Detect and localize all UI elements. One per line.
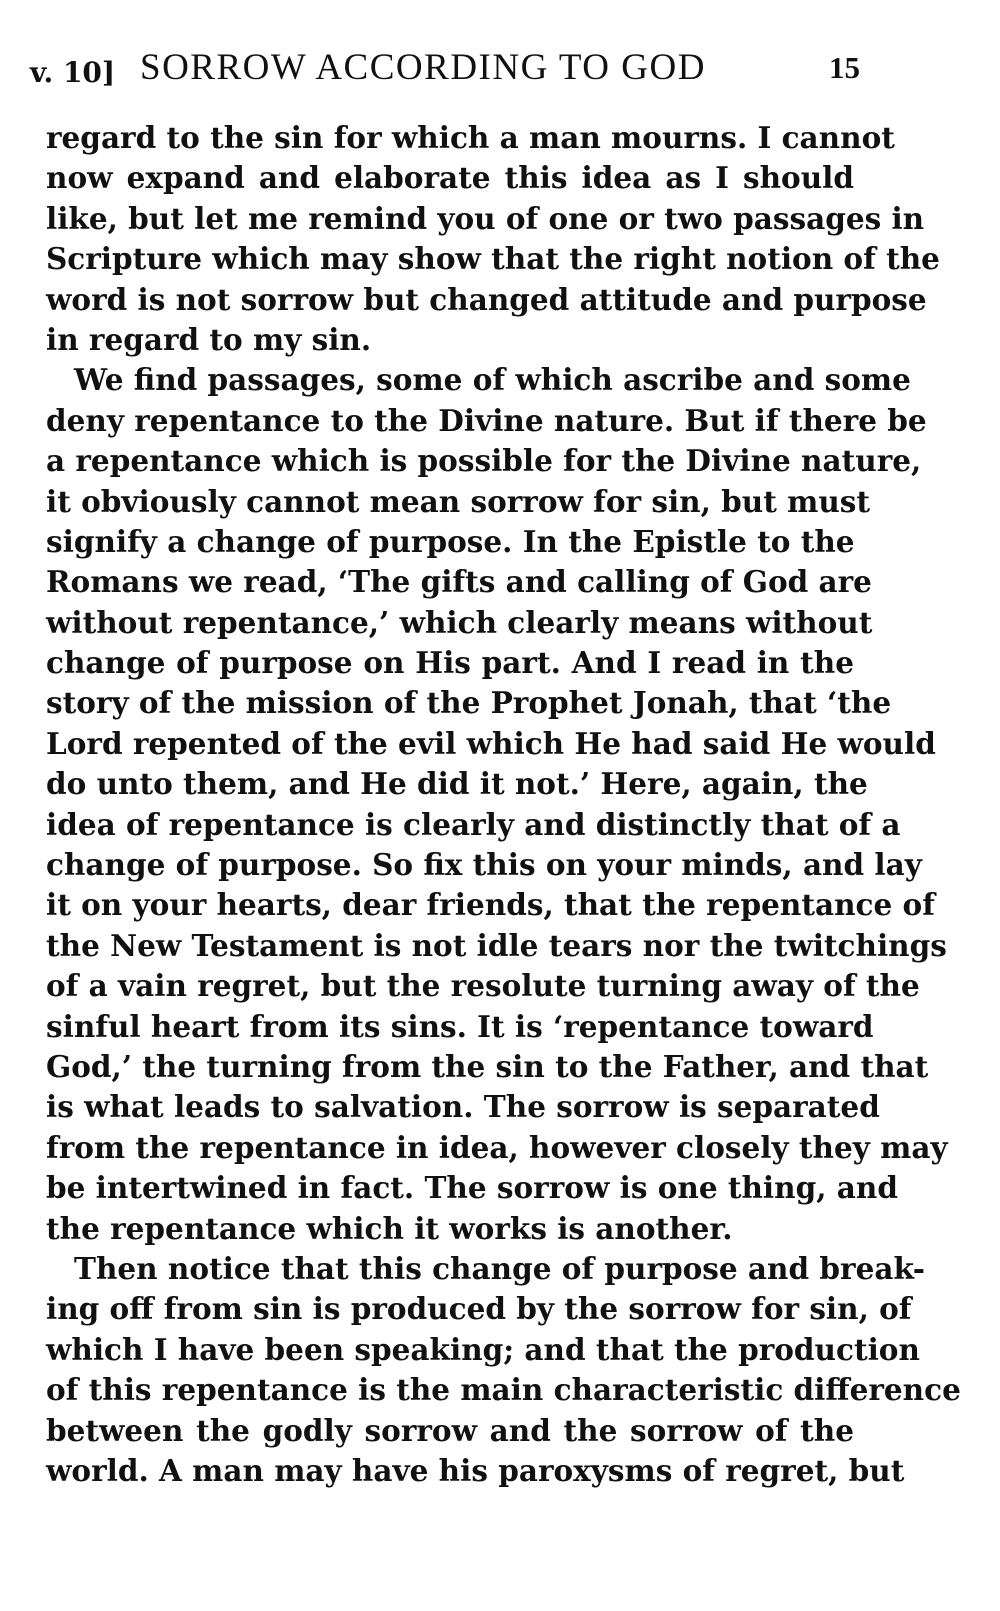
text-line: do unto them, and He did it not.’ Here, again, the xyxy=(46,766,868,802)
text-line: of this repentance is the main characteristic difference xyxy=(46,1372,961,1408)
text-line: the repentance which it works is another. xyxy=(46,1210,733,1246)
text-line: change of purpose on His part. And I read in the xyxy=(46,645,854,681)
text-line: it on your hearts, dear friends, that the repentance of xyxy=(46,887,935,923)
text-line: word is not sorrow but changed attitude and purpose xyxy=(46,281,927,317)
page-number: 15 xyxy=(829,50,860,85)
text-line: sinful heart from its sins. It is ‘repentance toward xyxy=(46,1008,874,1044)
text-line: in regard to my sin. xyxy=(46,321,372,357)
text-line: Scripture which may show that the right notion of the xyxy=(46,241,940,277)
text-line: be intertwined in fact. The sorrow is one thing, and xyxy=(46,1170,898,1206)
text-line: We find passages, some of which ascribe and some xyxy=(74,362,911,398)
text-line: world. A man may have his paroxysms of regret, but xyxy=(46,1452,905,1488)
text-line: from the repentance in idea, however closely they may xyxy=(46,1129,948,1165)
text-line: now expand and elaborate this idea as I should xyxy=(46,160,854,196)
text-line: God,’ the turning from the sin to the Father, and that xyxy=(46,1048,929,1084)
text-line: ing off from sin is produced by the sorrow for sin, of xyxy=(46,1291,912,1327)
text-line: which I have been speaking; and that the production xyxy=(46,1331,920,1367)
text-line: a repentance which is possible for the Divine nature, xyxy=(46,443,922,479)
text-line: it obviously cannot mean sorrow for sin, but must xyxy=(46,483,871,519)
body-text xyxy=(46,118,961,1491)
text-line: change of purpose. So fix this on your minds, and lay xyxy=(46,847,922,883)
chapter-title: SORROW ACCORDING TO GOD xyxy=(140,47,706,88)
text-line: of a vain regret, but the resolute turning away of the xyxy=(46,968,920,1004)
text-line: without repentance,’ which clearly means without xyxy=(46,604,873,640)
running-header xyxy=(30,46,860,94)
text-line: Lord repented of the evil which He had said He would xyxy=(46,725,936,761)
text-line: the New Testament is not idle tears nor the twitchings xyxy=(46,927,947,963)
text-line: Romans we read, ‘The gifts and calling of God are xyxy=(46,564,872,600)
text-line: idea of repentance is clearly and distinctly that of a xyxy=(46,806,901,842)
text-line: Then notice that this change of purpose and break- xyxy=(74,1250,925,1286)
text-line: signify a change of purpose. In the Epistle to the xyxy=(46,523,855,559)
text-line: regard to the sin for which a man mourns. I cannot xyxy=(46,120,895,155)
verse-reference: v. 10] xyxy=(30,56,116,89)
text-line: is what leads to salvation. The sorrow is separated xyxy=(46,1089,880,1125)
text-line: like, but let me remind you of one or two passages in xyxy=(46,200,925,236)
text-line: story of the mission of the Prophet Jonah, that ‘the xyxy=(46,685,892,721)
text-line: between the godly sorrow and the sorrow of the xyxy=(46,1412,854,1448)
text-line: deny repentance to the Divine nature. But if there be xyxy=(46,402,927,438)
